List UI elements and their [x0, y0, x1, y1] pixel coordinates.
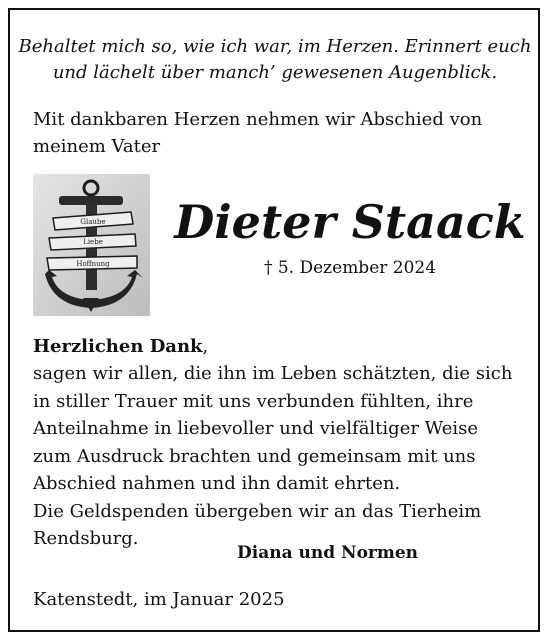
thanks-line: sagen wir allen, die ihn im Leben schätzten, die sich: [33, 363, 513, 384]
deceased-name: Dieter Staack: [174, 195, 526, 249]
quote-line-1: Behaltet mich so, wie ich war, im Herzen. Erinnert euch: [18, 36, 532, 57]
signers: Diana und Normen: [237, 543, 419, 563]
intro-line-1: Mit dankbaren Herzen nehmen wir Abschied von: [33, 109, 483, 130]
thanks-line: Abschied nahmen und ihn damit ehrten.: [33, 473, 401, 494]
anchor-image: [33, 174, 150, 316]
thanks-line: Rendsburg.: [33, 528, 139, 549]
memorial-quote: [10, 34, 540, 86]
ribbon-text-2: Liebe: [83, 238, 103, 246]
anchor-icon: [33, 174, 150, 316]
thanks-heading: [33, 333, 208, 360]
thanks-line: in stiller Trauer mit uns verbunden fühlten, ihre: [33, 390, 474, 412]
quote-line-2: und lächelt über manch’ gewesenen Augenblick.: [52, 62, 498, 83]
intro-line-2: meinem Vater: [33, 136, 161, 157]
thanks-line: zum Ausdruck brachten und gemeinsam mit uns: [33, 445, 476, 467]
ribbon-text-1: Glaube: [80, 218, 106, 226]
intro-text: [33, 106, 482, 160]
ribbon-text-3: Hoffnung: [76, 260, 110, 268]
place-date: Katenstedt, im Januar 2025: [33, 589, 285, 610]
thanks-title-suffix: ,: [202, 336, 209, 357]
thanks-body: [33, 360, 512, 553]
thanks-line: Die Geldspenden übergeben wir an das Tierheim: [33, 500, 482, 522]
thanks-line: Anteilnahme in liebevoller und vielfältiger Weise: [33, 418, 478, 439]
thanks-title: Herzlichen Dank: [33, 336, 203, 357]
death-date: † 5. Dezember 2024: [263, 258, 437, 278]
